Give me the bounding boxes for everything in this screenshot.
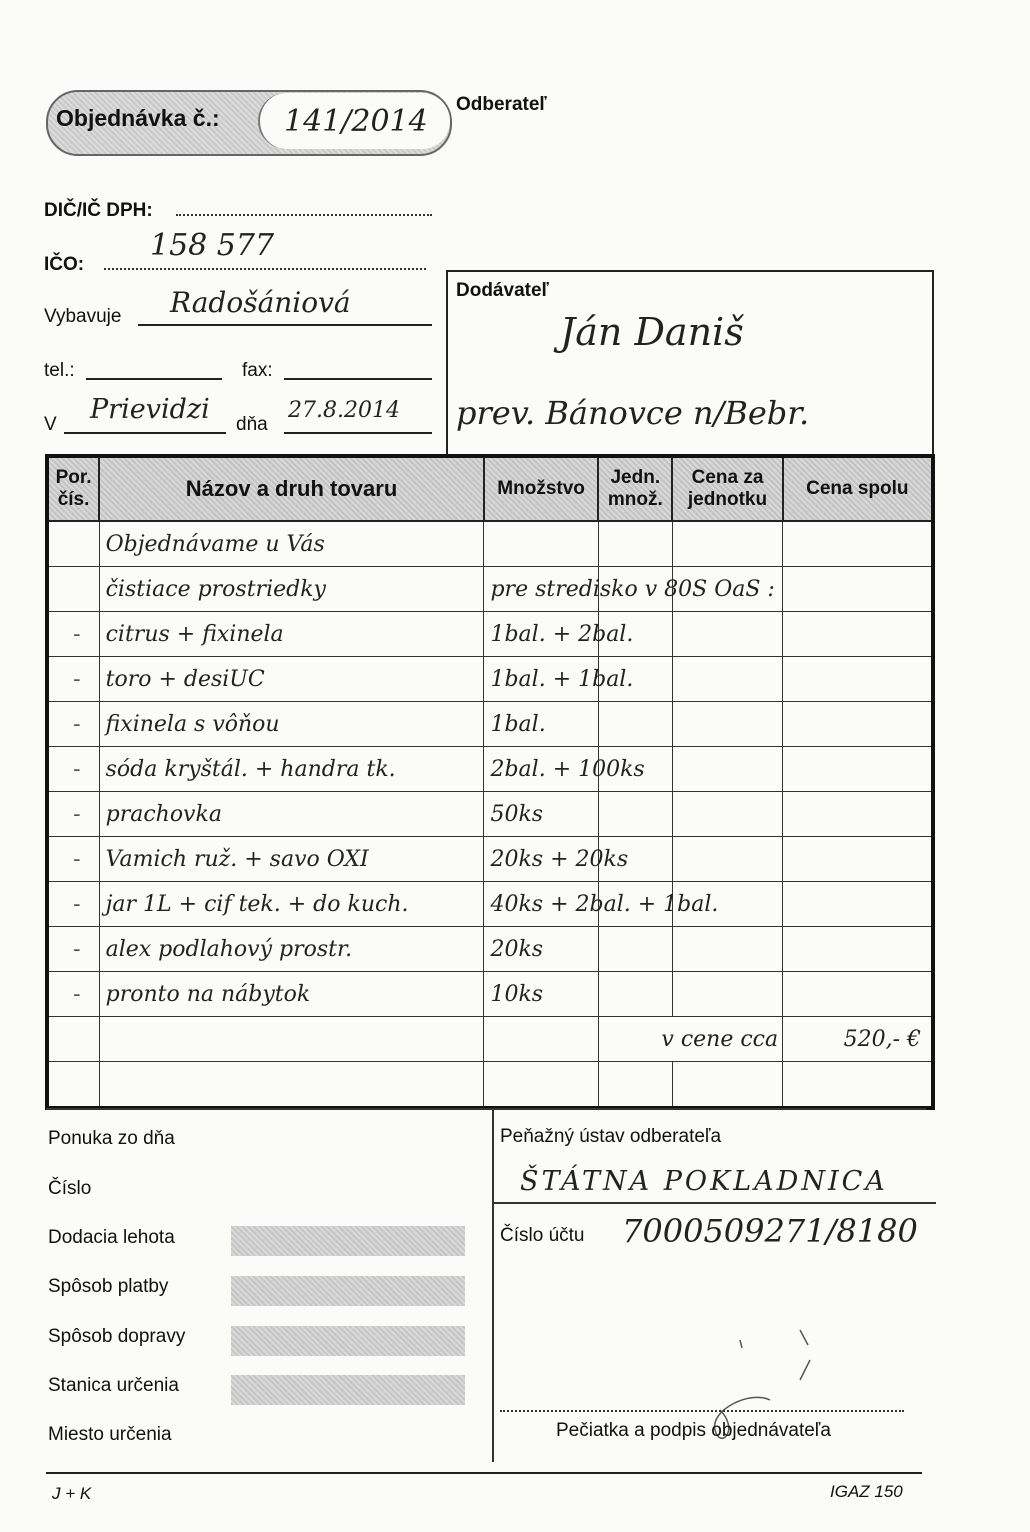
date-value: 27.8.2014 [288, 398, 400, 423]
order-number[interactable]: 141/2014 [284, 104, 428, 139]
row-name: alex podlahový prostr. [99, 927, 484, 972]
footer-right: IGAZ 150 [830, 1482, 903, 1501]
total-note: v cene cca [598, 1017, 782, 1062]
total-value: 520,- € [783, 1017, 933, 1062]
row-por: - [47, 612, 99, 657]
row-por: - [47, 927, 99, 972]
row-name: prachovka [99, 792, 484, 837]
place-label: V [44, 414, 57, 435]
row-por: - [47, 747, 99, 792]
handler-field[interactable] [138, 324, 432, 326]
tel-label: tel.: [44, 360, 75, 381]
row-por [47, 567, 99, 612]
table-header-row [47, 456, 933, 521]
ico-value: 158 577 [150, 228, 275, 263]
bank-name[interactable]: ŠTÁTNA POKLADNICA [520, 1166, 888, 1197]
row-name: jar 1L + cif tek. + do kuch. [99, 882, 484, 927]
signature-line[interactable] [500, 1410, 904, 1412]
footer-left: J + K [52, 1484, 92, 1503]
place-value: Prievidzi [90, 394, 210, 425]
header-unit-price: Cena za jednotku [672, 456, 782, 521]
table-row[interactable] [47, 972, 933, 1017]
row-name: pronto na nábytok [99, 972, 484, 1017]
row-qty: 50ks [484, 792, 598, 837]
row-qty: 20ks [484, 927, 598, 972]
row-name: citrus + fixinela [99, 612, 484, 657]
customer-heading: Odberateľ [456, 94, 547, 115]
row-name: sóda kryštál. + handra tk. [99, 747, 484, 792]
table-row[interactable] [47, 1062, 933, 1109]
table-row[interactable] [47, 657, 933, 702]
date-field[interactable] [284, 432, 432, 434]
header-total: Cena spolu [783, 456, 933, 521]
table-row[interactable] [47, 792, 933, 837]
signature-label: Pečiatka a podpis objednávateľa [556, 1420, 831, 1441]
row-name: Vamich ruž. + savo OXI [99, 837, 484, 882]
supplier-name[interactable]: Ján Daniš [560, 310, 744, 354]
row-name: fixinela s vôňou [99, 702, 484, 747]
section-divider [46, 1108, 926, 1110]
total-row[interactable] [47, 1017, 933, 1062]
tel-field[interactable] [86, 378, 222, 380]
delivery-field[interactable] [231, 1226, 465, 1256]
row-por: - [47, 657, 99, 702]
table-row[interactable] [47, 747, 933, 792]
vertical-divider [492, 1110, 494, 1462]
header-name: Názov a druh tovaru [99, 456, 484, 521]
offer-date-label: Ponuka zo dňa [48, 1128, 175, 1149]
delivery-label: Dodacia lehota [48, 1227, 175, 1248]
transport-label: Spôsob dopravy [48, 1326, 186, 1347]
table-row[interactable] [47, 927, 933, 972]
transport-field[interactable] [231, 1326, 465, 1356]
number-label: Číslo [48, 1178, 92, 1199]
row-qty: 1bal. [484, 702, 598, 747]
account-value[interactable]: 7000509271/8180 [622, 1212, 918, 1250]
row-qty: 1bal. + 1bal. [484, 657, 598, 702]
handler-label: Vybavuje [44, 306, 122, 327]
table-row[interactable] [47, 837, 933, 882]
table-row[interactable] [47, 521, 933, 567]
supplier-address[interactable]: prev. Bánovce n/Bebr. [456, 394, 810, 432]
station-field[interactable] [231, 1375, 465, 1405]
header-qty: Množstvo [484, 456, 598, 521]
footer-divider [46, 1472, 922, 1474]
date-label: dňa [236, 414, 268, 435]
payment-field[interactable] [231, 1276, 465, 1306]
row-por: - [47, 792, 99, 837]
bank-label: Peňažný ústav odberateľa [500, 1126, 722, 1147]
header-por: Por. čís. [47, 456, 99, 521]
row-qty: pre stredisko v 80S OaS : [484, 567, 598, 612]
place-field[interactable] [64, 432, 226, 434]
row-por: - [47, 972, 99, 1017]
row-name: toro + desiUC [99, 657, 484, 702]
header-unit: Jedn. množ. [598, 456, 672, 521]
items-table [45, 454, 935, 1110]
account-label: Číslo účtu [500, 1225, 585, 1246]
ico-label: IČO: [44, 254, 85, 275]
supplier-heading: Dodávateľ [456, 280, 549, 301]
payment-label: Spôsob platby [48, 1276, 169, 1297]
row-por [47, 521, 99, 567]
row-qty: 2bal. + 100ks [484, 747, 598, 792]
table-row[interactable] [47, 567, 933, 612]
row-por: - [47, 882, 99, 927]
destination-label: Miesto určenia [48, 1424, 172, 1445]
fax-label: fax: [242, 360, 273, 381]
row-name: čistiace prostriedky [99, 567, 484, 612]
order-label: Objednávka č.: [56, 105, 220, 131]
row-qty [484, 521, 598, 567]
dic-field[interactable] [176, 214, 432, 216]
table-row[interactable] [47, 882, 933, 927]
table-row[interactable] [47, 612, 933, 657]
row-qty: 10ks [484, 972, 598, 1017]
handler-value: Radošániová [170, 286, 351, 319]
row-por: - [47, 837, 99, 882]
dic-label: DIČ/IČ DPH: [44, 200, 153, 221]
row-qty: 1bal. + 2bal. [484, 612, 598, 657]
fax-field[interactable] [284, 378, 432, 380]
row-qty: 20ks + 20ks [484, 837, 598, 882]
row-name: Objednávame u Vás [99, 521, 484, 567]
station-label: Stanica určenia [48, 1375, 179, 1396]
table-row[interactable] [47, 702, 933, 747]
ico-field[interactable] [104, 268, 426, 270]
row-por: - [47, 702, 99, 747]
bank-divider [494, 1202, 936, 1204]
row-qty: 40ks + 2bal. + 1bal. [484, 882, 598, 927]
